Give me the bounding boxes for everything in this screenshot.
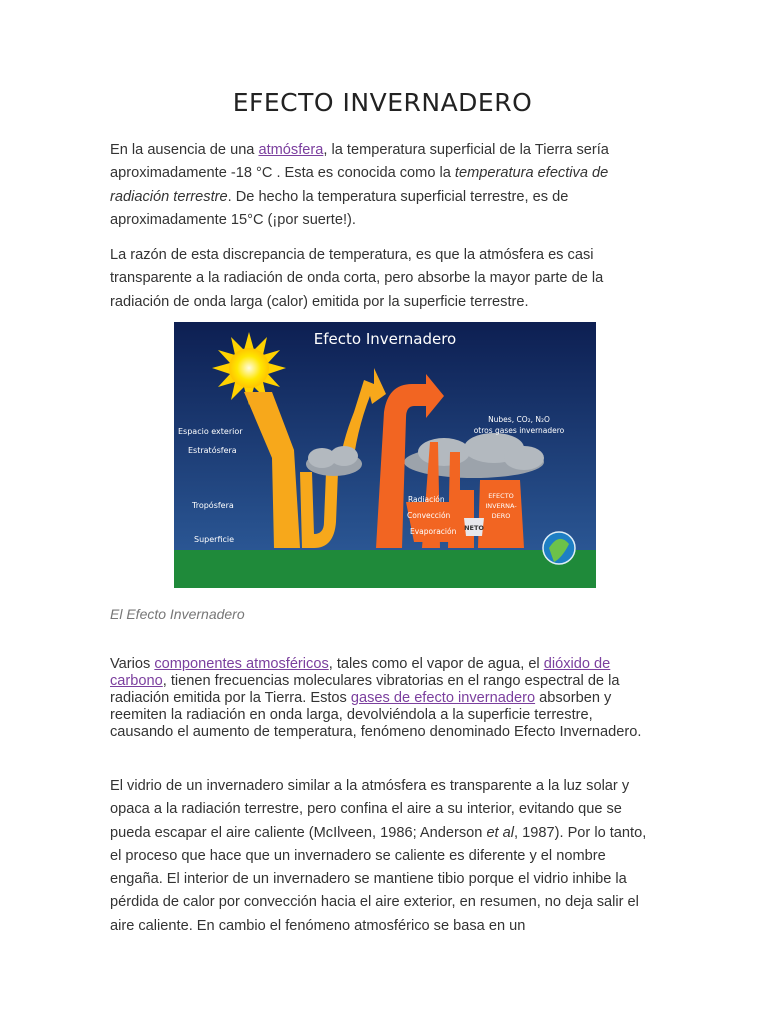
label-nubes-1: Nubes, CO₂, N₂O [488,415,550,424]
componentes-link[interactable]: componentes atmosféricos [154,656,329,672]
greenhouse-diagram [174,322,596,588]
label-troposfera: Tropósfera [192,501,234,510]
dioxido-link[interactable]: dióxido de carbono [110,656,611,689]
p3-text-1: Varios [110,656,155,672]
label-evaporacion: Evaporación [410,527,457,536]
p4-emphasis: et al [486,824,515,841]
p4-text-1: El vidrio de un invernadero similar a la atmósfera es transparente a la luz solar y opaca a la radiación terrestre, pero confina el aire a su interior, evitando que se pueda escapar el aire caliente (McIlveen, 1986; Anderson [110,778,630,841]
figure-title: Efecto Invernadero [313,330,457,348]
label-conveccion: Convección [407,511,451,520]
greenhouse-figure [174,322,596,588]
components-paragraph [110,656,655,741]
discrepancy-paragraph: La razón de esta discrepancia de temperatura, es que la atmósfera es casi transparente a la radiación de onda corta, pero absorbe la mayor parte de la radiación de onda larga (calor) emitida por la superficie terrestre. [110,247,604,310]
figure-caption: El Efecto Invernadero [110,606,245,622]
p1-emphasis: temperatura efectiva de radiación terrestre [110,165,609,205]
label-efecto-3: DERO [491,512,511,520]
glass-paragraph [110,775,655,938]
intro-paragraph [110,139,655,232]
p3-text-3: , tienen frecuencias moleculares vibratorias en el rango espectral de la radiación emitida por la Tierra. Estos [110,673,620,706]
p3-text-4: absorben y reemiten la radiación en onda larga, devolviéndola a la superficie terrestre, causando el aumento de temperatura, fenómeno denominado Efecto Invernadero. [110,690,642,740]
p4-text-2: , 1987). Por lo tanto, el proceso que hace que un invernadero se caliente es diferente y el nombre engaña. El interior de un invernadero se mantiene tibio porque el vidrio inhibe la pérdida de calor por convección hacia el aire exterior, en resumen, no deja salir el aire caliente. En cambio el fenómeno atmosférico se basa en un [110,824,647,934]
ground [174,550,596,588]
label-espacio: Espacio exterior [178,427,243,436]
page-title: EFECTO INVERNADERO [232,88,533,117]
label-nubes-2: otros gases invernadero [473,426,565,435]
label-estratosfera: Estratósfera [188,446,237,455]
p1-text-1: En la ausencia de una [110,142,259,158]
label-efecto-2: INVERNA- [485,502,517,510]
cloud-left-icon [306,446,362,476]
radiation-convection-block [406,502,456,542]
label-radiacion: Radiación [408,495,445,504]
globe-logo-icon [543,532,575,564]
gases-link[interactable]: gases de efecto invernadero [350,690,536,706]
label-neto: NETO [464,524,484,532]
p1-text-2: , la temperatura superficial de la Tierra sería aproximadamente -18 °C . Esta es conocida como la [110,142,609,182]
p3-text-2: , tales como el vapor de agua, el [328,656,544,672]
p1-text-3: . De hecho la temperatura superficial terrestre, es de aproximadamente 15°C (¡por suerte!). [110,188,569,228]
label-superficie: Superficie [194,535,235,544]
atmosfera-link[interactable]: atmósfera [258,142,324,158]
label-efecto-1: EFECTO [488,492,514,500]
